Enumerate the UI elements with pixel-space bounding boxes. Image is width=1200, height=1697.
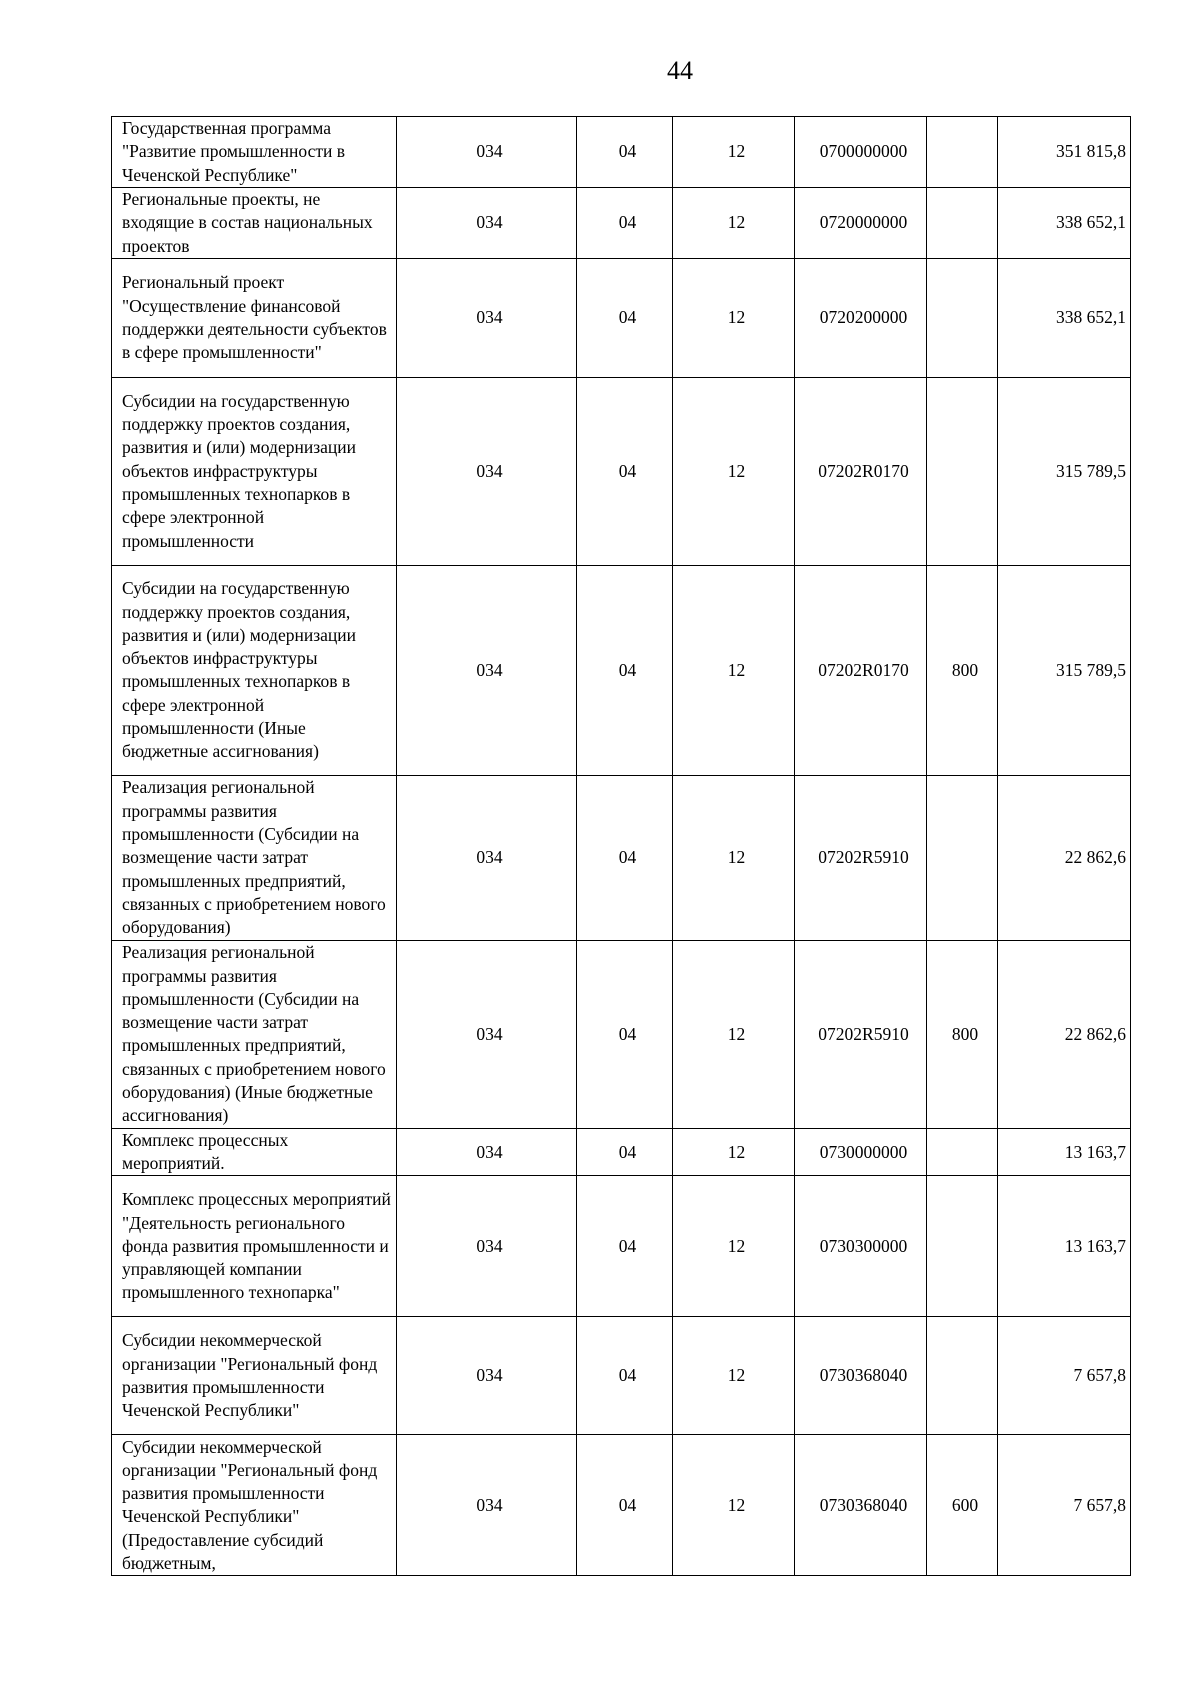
expense-type-code: 800: [927, 565, 998, 775]
target-code: 0730368040: [795, 1435, 927, 1576]
ministry-code: 034: [397, 1176, 577, 1317]
expense-type-code: [927, 1317, 998, 1435]
table-row: [112, 565, 1131, 775]
section-code: 04: [577, 1317, 673, 1435]
ministry-code: 034: [397, 258, 577, 377]
subsection-code: 12: [673, 1317, 795, 1435]
section-code: 04: [577, 117, 673, 188]
target-code: 0700000000: [795, 117, 927, 188]
target-code: 07202R5910: [795, 940, 927, 1128]
ministry-code: 034: [397, 565, 577, 775]
item-name: Комплекс процессных мероприятий "Деятельность регионального фонда развития промышленности и управляющей компании промышленного технопарка": [112, 1176, 397, 1317]
amount: 351 815,8: [998, 117, 1131, 188]
target-code: 0730000000: [795, 1128, 927, 1176]
section-code: 04: [577, 187, 673, 258]
section-code: 04: [577, 565, 673, 775]
table-row: [112, 117, 1131, 188]
amount: 7 657,8: [998, 1317, 1131, 1435]
expense-type-code: [927, 258, 998, 377]
section-code: 04: [577, 1435, 673, 1576]
ministry-code: 034: [397, 1435, 577, 1576]
amount: 338 652,1: [998, 258, 1131, 377]
target-code: 0730368040: [795, 1317, 927, 1435]
expense-type-code: 800: [927, 940, 998, 1128]
subsection-code: 12: [673, 258, 795, 377]
expense-type-code: [927, 377, 998, 565]
ministry-code: 034: [397, 775, 577, 940]
item-name: Реализация региональной программы развития промышленности (Субсидии на возмещение части затрат промышленных предприятий, связанных с приобретением нового оборудования) (Иные бюджетные ассигнования): [112, 940, 397, 1128]
table-row: [112, 1435, 1131, 1576]
table-row: [112, 775, 1131, 940]
expense-type-code: [927, 775, 998, 940]
ministry-code: 034: [397, 1128, 577, 1176]
budget-table: [111, 116, 1131, 1576]
expense-type-code: [927, 1176, 998, 1317]
subsection-code: 12: [673, 1176, 795, 1317]
amount: 13 163,7: [998, 1128, 1131, 1176]
amount: 315 789,5: [998, 565, 1131, 775]
target-code: 0720200000: [795, 258, 927, 377]
section-code: 04: [577, 1176, 673, 1317]
subsection-code: 12: [673, 775, 795, 940]
section-code: 04: [577, 258, 673, 377]
item-name: Субсидии на государственную поддержку проектов создания, развития и (или) модернизации объектов инфраструктуры промышленных технопарков в сфере электронной промышленности (Иные бюджетные ассигнования): [112, 565, 397, 775]
table-row: [112, 187, 1131, 258]
ministry-code: 034: [397, 1317, 577, 1435]
section-code: 04: [577, 377, 673, 565]
ministry-code: 034: [397, 377, 577, 565]
item-name: Субсидии некоммерческой организации "Региональный фонд развития промышленности Чеченской Республики": [112, 1317, 397, 1435]
amount: 22 862,6: [998, 775, 1131, 940]
target-code: 0720000000: [795, 187, 927, 258]
amount: 7 657,8: [998, 1435, 1131, 1576]
amount: 338 652,1: [998, 187, 1131, 258]
subsection-code: 12: [673, 940, 795, 1128]
table-row: [112, 258, 1131, 377]
item-name: Реализация региональной программы развития промышленности (Субсидии на возмещение части затрат промышленных предприятий, связанных с приобретением нового оборудования): [112, 775, 397, 940]
expense-type-code: [927, 1128, 998, 1176]
ministry-code: 034: [397, 117, 577, 188]
ministry-code: 034: [397, 187, 577, 258]
table-row: [112, 377, 1131, 565]
section-code: 04: [577, 775, 673, 940]
table-row: [112, 940, 1131, 1128]
amount: 22 862,6: [998, 940, 1131, 1128]
target-code: 0730300000: [795, 1176, 927, 1317]
expense-type-code: [927, 117, 998, 188]
section-code: 04: [577, 1128, 673, 1176]
subsection-code: 12: [673, 1128, 795, 1176]
subsection-code: 12: [673, 1435, 795, 1576]
target-code: 07202R0170: [795, 377, 927, 565]
table-row: [112, 1176, 1131, 1317]
subsection-code: 12: [673, 117, 795, 188]
target-code: 07202R0170: [795, 565, 927, 775]
subsection-code: 12: [673, 187, 795, 258]
item-name: Государственная программа "Развитие промышленности в Чеченской Республике": [112, 117, 397, 188]
table-row: [112, 1317, 1131, 1435]
ministry-code: 034: [397, 940, 577, 1128]
amount: 13 163,7: [998, 1176, 1131, 1317]
subsection-code: 12: [673, 565, 795, 775]
item-name: Комплекс процессных мероприятий.: [112, 1128, 397, 1176]
target-code: 07202R5910: [795, 775, 927, 940]
amount: 315 789,5: [998, 377, 1131, 565]
item-name: Региональный проект "Осуществление финансовой поддержки деятельности субъектов в сфере промышленности": [112, 258, 397, 377]
section-code: 04: [577, 940, 673, 1128]
subsection-code: 12: [673, 377, 795, 565]
page-number: 44: [667, 56, 693, 85]
item-name: Субсидии на государственную поддержку проектов создания, развития и (или) модернизации объектов инфраструктуры промышленных технопарков в сфере электронной промышленности: [112, 377, 397, 565]
item-name: Региональные проекты, не входящие в состав национальных проектов: [112, 187, 397, 258]
expense-type-code: [927, 187, 998, 258]
expense-type-code: 600: [927, 1435, 998, 1576]
item-name: Субсидии некоммерческой организации "Региональный фонд развития промышленности Чеченской Республики" (Предоставление субсидий бюджетным,: [112, 1435, 397, 1576]
table-row: [112, 1128, 1131, 1176]
